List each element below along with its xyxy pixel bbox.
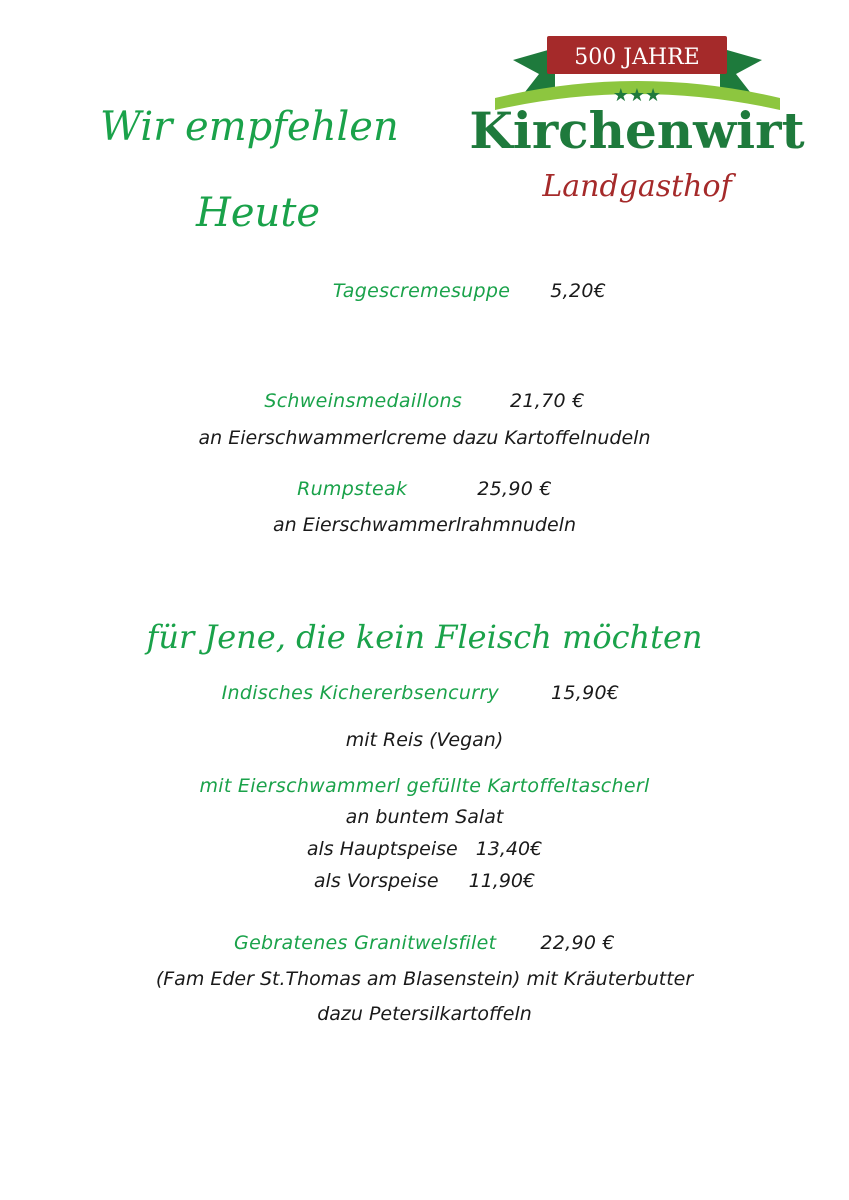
veg-dish2-starter-row bbox=[0, 870, 849, 892]
logo-name: Kirchenwirt bbox=[469, 101, 805, 160]
soup-price: 5,20€ bbox=[550, 280, 607, 302]
logo-subtitle: Landgasthof bbox=[542, 169, 732, 204]
veg-dish2-starter-label: als Vorspeise bbox=[313, 870, 439, 892]
dish2-price: 25,90 € bbox=[477, 478, 552, 500]
soup-name: Tagescremesuppe bbox=[332, 280, 511, 302]
veg-dish2-main-label: als Hauptspeise bbox=[306, 838, 458, 860]
vegetarian-heading: für Jene, die kein Fleisch möchten bbox=[146, 618, 703, 656]
veg-dish2-main-row bbox=[0, 838, 849, 860]
page-title-line1: Wir empfehlen bbox=[100, 104, 399, 150]
dish1-desc: an Eierschwammerlcreme dazu Kartoffelnudeln bbox=[198, 427, 651, 449]
kirchenwirt-logo bbox=[455, 28, 820, 213]
fish-row bbox=[0, 932, 849, 954]
veg-dish2-main-price: 13,40€ bbox=[475, 838, 543, 860]
logo-banner-text: 500 JAHRE bbox=[574, 45, 700, 70]
dish1-price: 21,70 € bbox=[510, 390, 585, 412]
veg-dish1-price: 15,90€ bbox=[551, 682, 620, 704]
dish1-name: Schweinsmedaillons bbox=[264, 390, 463, 412]
veg-dish1-desc: mit Reis (Vegan) bbox=[345, 729, 504, 751]
veg-dish2-name: mit Eierschwammerl gefüllte Kartoffeltascherl bbox=[199, 775, 650, 797]
page-title-line2: Heute bbox=[196, 190, 321, 236]
dish2-name: Rumpsteak bbox=[297, 478, 408, 500]
dish2-desc: an Eierschwammerlrahmnudeln bbox=[272, 514, 577, 536]
soup-row bbox=[0, 280, 849, 302]
fish-desc-line1: (Fam Eder St.Thomas am Blasenstein) mit Kräuterbutter bbox=[155, 968, 694, 990]
veg-dish1-row bbox=[0, 682, 849, 704]
fish-desc-line2: dazu Petersilkartoffeln bbox=[317, 1003, 532, 1025]
fish-price: 22,90 € bbox=[540, 932, 615, 954]
veg-dish2-desc: an buntem Salat bbox=[345, 806, 504, 828]
fish-name: Gebratenes Granitwelsfilet bbox=[234, 932, 497, 954]
dish1-row bbox=[0, 390, 849, 412]
logo-stars: ★★★ bbox=[612, 85, 662, 106]
veg-dish2-starter-price: 11,90€ bbox=[468, 870, 536, 892]
dish2-row bbox=[0, 478, 849, 500]
veg-dish1-name: Indisches Kichererbsencurry bbox=[221, 682, 500, 704]
